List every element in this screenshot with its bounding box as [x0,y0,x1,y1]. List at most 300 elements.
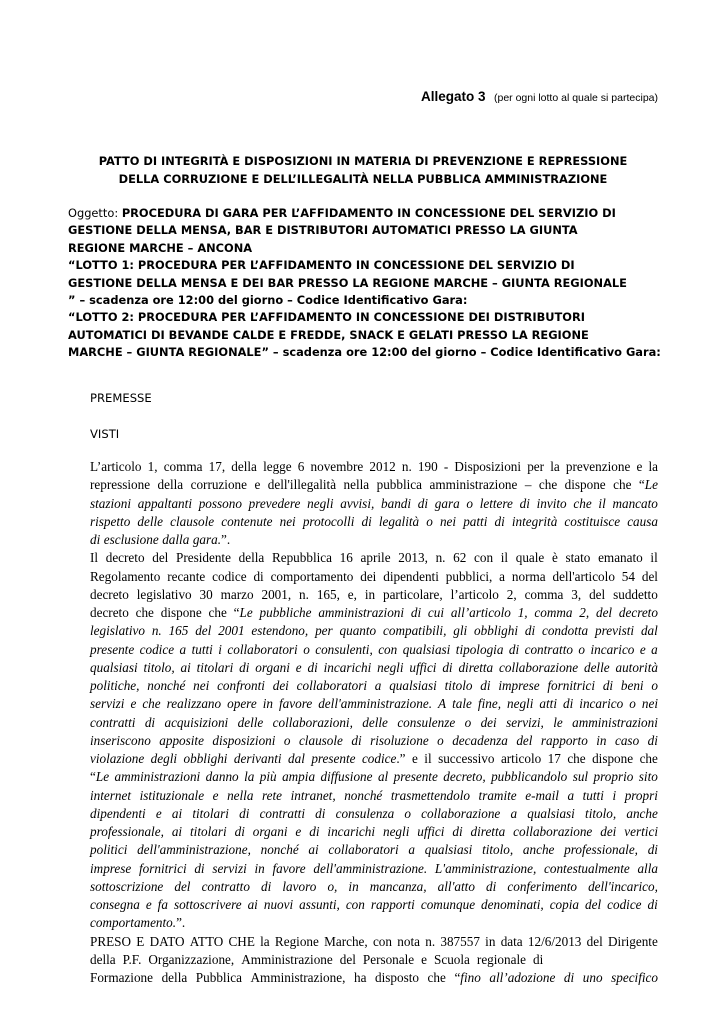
body-line [90,841,658,859]
body-word: qualsiasi [90,659,138,675]
body-word: n. [401,459,412,474]
body-word: dal [640,623,658,639]
body-word: marzo [220,586,254,602]
body-word: pubblici, [445,568,493,584]
body-word: qualsiasi [389,678,437,693]
body-word: codice [139,641,175,657]
oggetto-line: GESTIONE DELLA MENSA, BAR E DISTRIBUTORI AUTOMATICI PRESSO LA GIUNTA [68,223,578,238]
body-word: della [90,951,116,967]
body-line [90,714,658,732]
body-line [90,860,658,878]
body-word: rispetto [90,513,131,529]
body-word: dell'incarico, [588,878,658,894]
body-word: ai [247,897,258,912]
body-word: Regione [274,933,319,949]
body-word: nonché [147,678,186,693]
body-word: di [647,842,658,858]
body-word: decreto, [443,769,486,785]
body-word: del [174,878,191,894]
body-word: A [438,696,447,712]
body-line [90,549,658,567]
body-word: e [130,696,137,712]
body-line [90,568,658,586]
body-word: realizzano [166,696,222,712]
body-word: rapporto [540,732,588,748]
body-word: le [553,714,563,730]
body-word: negli [377,659,404,675]
body-word: 165, [316,586,340,602]
body-line [90,531,658,549]
body-word: Personale [362,951,415,967]
body-word: dipendenti [90,805,146,821]
body-word: assunti, [299,897,340,912]
body-word: 17 [547,751,561,766]
body-word: e [254,477,261,493]
body-word: 2001 [218,623,245,639]
body-word: uffici [409,659,437,675]
body-word: e [155,805,162,821]
premesse-heading: PREMESSE [90,391,152,405]
body-word: dell'illegalità [267,477,337,493]
body-word: norma [511,568,546,584]
body-line [90,823,658,841]
body-line [90,750,658,768]
body-word: di [309,824,320,839]
body-word: 2001, [261,586,292,602]
body-word: il [598,495,606,511]
body-word: acquisizioni [164,714,229,730]
body-word: articolo [500,751,542,766]
body-word: di [602,678,614,693]
body-word: decreto [618,605,658,620]
body-word: degli [150,751,178,766]
body-word: Amministrazione, [250,970,346,985]
body-word: Organizzazione, [148,951,235,967]
body-word: risoluzione [370,732,429,748]
body-word: Presidente [176,550,231,566]
body-word: 1, [147,459,158,474]
body-word: titolo, [482,842,514,858]
oggetto-line: REGIONE MARCHE – ANCONA [68,240,253,255]
body-word: fornitrici [138,860,187,876]
body-line [90,641,658,659]
body-word: di [647,897,658,912]
body-word: ATTO [189,933,224,949]
body-word: favore [272,860,306,876]
body-word: o [303,641,310,657]
body-word: o [651,678,658,693]
body-word: dipendenti [383,568,439,584]
body-word: a [179,641,187,657]
body-word: a [499,568,506,584]
body-word: condotta [541,623,589,639]
body-word: organi [255,659,290,675]
body-line [90,805,658,823]
body-word: o [578,641,585,657]
body-word: data [500,933,523,949]
body-word: rete [262,787,283,803]
body-word: contestualmente [544,860,630,876]
body-word: del [589,586,606,602]
body-word: di [144,714,156,730]
body-word: clausole [170,513,215,529]
body-word: presente [393,769,438,785]
body-word: collaboratori [227,641,298,657]
body-word: causa [627,513,658,529]
body-word: in [348,878,359,894]
body-word: in [596,732,607,748]
body-line [90,513,658,531]
body-word: gara.”. [192,532,231,547]
body-word: stato [565,550,591,566]
body-word: particolare, [382,586,443,602]
body-word: che [573,495,592,511]
body-word: che [208,605,227,620]
body-word: 2, [506,586,517,602]
oggetto-block [68,205,668,362]
body-word: 2012 [369,459,396,474]
body-word: diretta [470,824,506,839]
body-word: diretta [458,659,494,675]
body-word: più [259,769,277,785]
body-word: ai [180,659,191,675]
body-word: nonché [260,842,299,858]
body-word: vertici [624,824,658,839]
body-word: con [372,933,392,949]
body-word: inseriscono [90,732,151,748]
body-word: amministrazioni [572,714,658,730]
body-word: il [650,550,658,566]
body-word: di [351,732,362,748]
body-word: servizi, [506,714,544,730]
body-word: dal [288,751,305,766]
body-word: politiche, [90,678,140,693]
body-word: di [442,659,453,675]
body-word: 54 [621,568,635,584]
body-word: o [464,714,472,730]
body-word: conferimento [507,878,577,894]
body-word: quale [515,550,545,566]
body-word: titolo, [143,659,175,675]
body-word: recante [167,568,206,584]
body-word: DATO [149,933,185,949]
body-word: la [244,769,255,785]
body-word: professionale, [564,842,638,858]
body-word: avvisi, [340,495,375,511]
allegato-header [421,88,658,106]
body-word: o [283,732,291,748]
body-word: 62 [453,550,467,566]
body-word: di [90,532,101,547]
body-word: P.F. [122,951,142,967]
body-word: di [524,623,536,639]
body-word: o [404,805,411,821]
body-word: codice [212,568,247,584]
body-word: Repubblica [271,550,332,566]
body-word: regionale [476,951,526,967]
body-word: tipologia [455,641,504,657]
body-word: emanato [598,550,643,566]
body-word: per [527,459,545,474]
oggetto-label: Oggetto: [68,206,119,220]
body-word: di [234,824,245,839]
body-word: legalità [378,513,420,529]
body-word: dell'amministrazione. [313,860,428,876]
body-word: ai [308,842,319,858]
body-word: propri [624,787,658,803]
body-word: n. [425,933,436,949]
body-word: e [639,641,646,657]
oggetto-line [68,205,668,222]
body-word: 3, [571,586,582,602]
body-word: clausole [298,732,343,748]
body-word: di [452,824,463,839]
body-word: amministrazioni [318,605,405,620]
body-word: dei [600,824,617,839]
body-word: di [410,605,422,620]
body-word: 190 [417,459,438,474]
body-word: di [239,805,250,821]
body-word: dei [272,678,289,693]
body-word: invito [536,495,567,511]
body-word: di [253,568,264,584]
body-word: atti [539,696,557,712]
body-word: professionale, [90,824,164,839]
body-word: 16 [339,550,353,566]
body-word: consulenze [397,714,456,730]
body-text [90,458,658,987]
body-word: 1, [517,605,528,620]
body-word: istituzionale [139,787,205,803]
body-word: “fino [454,970,481,985]
oggetto-line: “LOTTO 2: PROCEDURA PER L’AFFIDAMENTO IN CONCESSIONE DEI DISTRIBUTORI [68,310,585,325]
body-word: uno [582,970,603,985]
body-word: di [519,495,530,511]
body-word: titolari [196,659,234,675]
body-word: CHE [228,933,255,949]
body-word: n. [151,623,162,639]
body-word: al [377,769,389,785]
body-word: i [218,641,222,657]
body-word: servizi [212,860,247,876]
body-word: lettere [479,495,513,511]
body-word: Formazione [90,970,153,985]
body-line [90,969,658,987]
oggetto-line: ” – scadenza ore 12:00 del giorno – Codice Identificativo Gara: [68,293,468,308]
body-word: copia [549,897,579,912]
body-word: che [639,751,658,766]
body-word: codice.” [361,751,406,766]
body-word: n. [435,550,446,566]
body-word: con [345,897,365,912]
body-word: Marche, [324,933,368,949]
body-word: che [538,477,558,493]
body-word: ha [353,970,367,985]
body-word: qualsiasi [424,842,473,858]
body-word: mancanza, [369,878,427,894]
body-word: in [364,586,376,602]
body-word: danno [205,769,239,785]
body-word: consulenza [335,805,395,821]
body-line [90,604,658,622]
body-word: di [494,513,505,529]
body-word: sottoscrivere [173,897,242,912]
body-word: o [629,696,636,712]
body-word: titolari [190,824,227,839]
body-word: organi [252,824,288,839]
body-line [90,586,658,604]
body-word: della [231,459,257,474]
oggetto-line: AUTOMATICI DI BEVANDE CALDE E FREDDE, SNACK E GELATI PRESSO LA REGIONE [68,327,589,342]
body-word: a [567,787,575,803]
body-word: nota [397,933,420,949]
body-word: negli [382,824,410,839]
body-word: - [443,459,449,474]
document-title [68,152,658,188]
body-word: della [157,477,184,493]
body-line [90,659,658,677]
body-word: specifico [611,970,658,985]
body-word: 6 [297,459,305,474]
body-word: anche [626,805,658,821]
body-word: a [408,842,416,858]
body-word: qualsiasi [527,805,575,821]
body-word: nei [641,696,658,712]
body-word: politici [90,842,128,858]
oggetto-text: PROCEDURA DI GARA PER L’AFFIDAMENTO IN CONCESSIONE DEL SERVIZIO DI [121,206,616,220]
body-word: beni [620,678,644,693]
body-word: consulenti, [315,641,373,657]
body-word: Scuola [434,951,470,967]
body-word: a [510,805,518,821]
body-word: prevenzione [565,459,631,474]
body-word: successivo [438,751,495,766]
body-word: gli [453,623,468,639]
body-word: incarichi [327,824,376,839]
body-word: titolari [192,805,229,821]
body-word: legislativo [136,586,192,602]
body-word: o [466,495,473,511]
body-word: all’articolo [450,605,511,620]
body-word: di [563,696,574,712]
body-word: ampia [282,769,316,785]
body-word: legge [263,459,292,474]
body-word: del [195,623,212,639]
body-word: incarichi [323,659,372,675]
body-word: estendono, [251,623,309,639]
body-word: collaborazioni, [272,714,353,730]
body-word: collaboratori [328,842,399,858]
body-word: comma [524,586,564,602]
body-line [90,914,658,932]
body-word: e [212,787,219,803]
body-word: all’adozione [489,970,556,985]
body-word: negli [307,495,334,511]
body-word: il [500,550,509,566]
allegato-label: Allegato 3 [421,89,486,104]
body-word: all'atto [437,878,475,894]
body-line [90,768,658,786]
body-word: 2, [579,605,590,620]
body-word: proprio [593,769,634,785]
body-word: corruzione [190,477,247,493]
body-word: è [551,550,558,566]
body-word: o [426,513,433,529]
body-word: per [315,623,333,639]
body-word: Disposizioni [454,459,522,474]
body-word: del [516,732,533,748]
body-word: che [613,477,632,493]
body-word: nei [193,678,210,693]
body-word: patti [463,513,488,529]
body-word: a [651,641,658,657]
body-word: del [586,933,603,949]
body-word: rapporti [370,897,415,912]
allegato-note: (per ogni lotto al quale si partecipa) [493,92,658,104]
body-word: fornitrici [547,678,596,693]
body-word: pubblica [376,477,423,493]
body-word: imprese [498,678,540,693]
body-word: che [142,696,161,712]
body-word: che [135,605,154,620]
body-word: ai [171,824,183,839]
body-word: sul [572,769,589,785]
body-word: Dirigente [608,933,658,949]
body-line [90,933,658,951]
body-word: collaborazione [499,659,579,675]
body-word: con [474,550,494,566]
body-word: Regolamento [90,568,161,584]
body-word: della [238,550,265,566]
body-word: comunque [420,897,476,912]
body-word: stazioni [90,495,132,511]
body-line [90,787,658,805]
body-word: decadenza [452,732,508,748]
body-word: “Le [638,477,658,493]
body-word: dispone [592,751,634,766]
body-word: dell'amministrazione. [318,696,433,712]
body-word: L’articolo [90,459,142,474]
body-word: dell'articolo [552,568,615,584]
body-word: anche [522,842,555,858]
body-word: costituisce [564,513,621,529]
body-word: dispone [160,605,202,620]
body-word: – [524,477,532,493]
body-word: in [485,933,496,949]
body-word: sito [638,769,658,785]
body-word: appaltanti [137,495,192,511]
body-word: autorità [615,659,658,675]
body-word: collaboratori [296,678,367,693]
body-word: obblighi [183,751,228,766]
body-word: nella [343,477,370,493]
body-word: disposto [375,970,419,985]
title-line: DELLA CORRUZIONE E DELL’ILLEGALITÀ NELLA PUBBLICA AMMINISTRAZIONE [118,172,608,186]
body-word: di [563,970,575,985]
body-word: tale [452,696,472,712]
body-word: o, [327,878,338,894]
body-word: presente [311,751,356,766]
body-word: nuovi [263,897,294,912]
body-word: pubblicandolo [491,769,568,785]
body-word: bandi [381,495,412,511]
body-word: e [145,897,152,912]
body-word: del [641,568,658,584]
body-word: nella [227,787,254,803]
body-word: decreto [90,605,129,620]
body-word: di [261,878,272,894]
body-word: dell'amministrazione, [137,842,251,858]
